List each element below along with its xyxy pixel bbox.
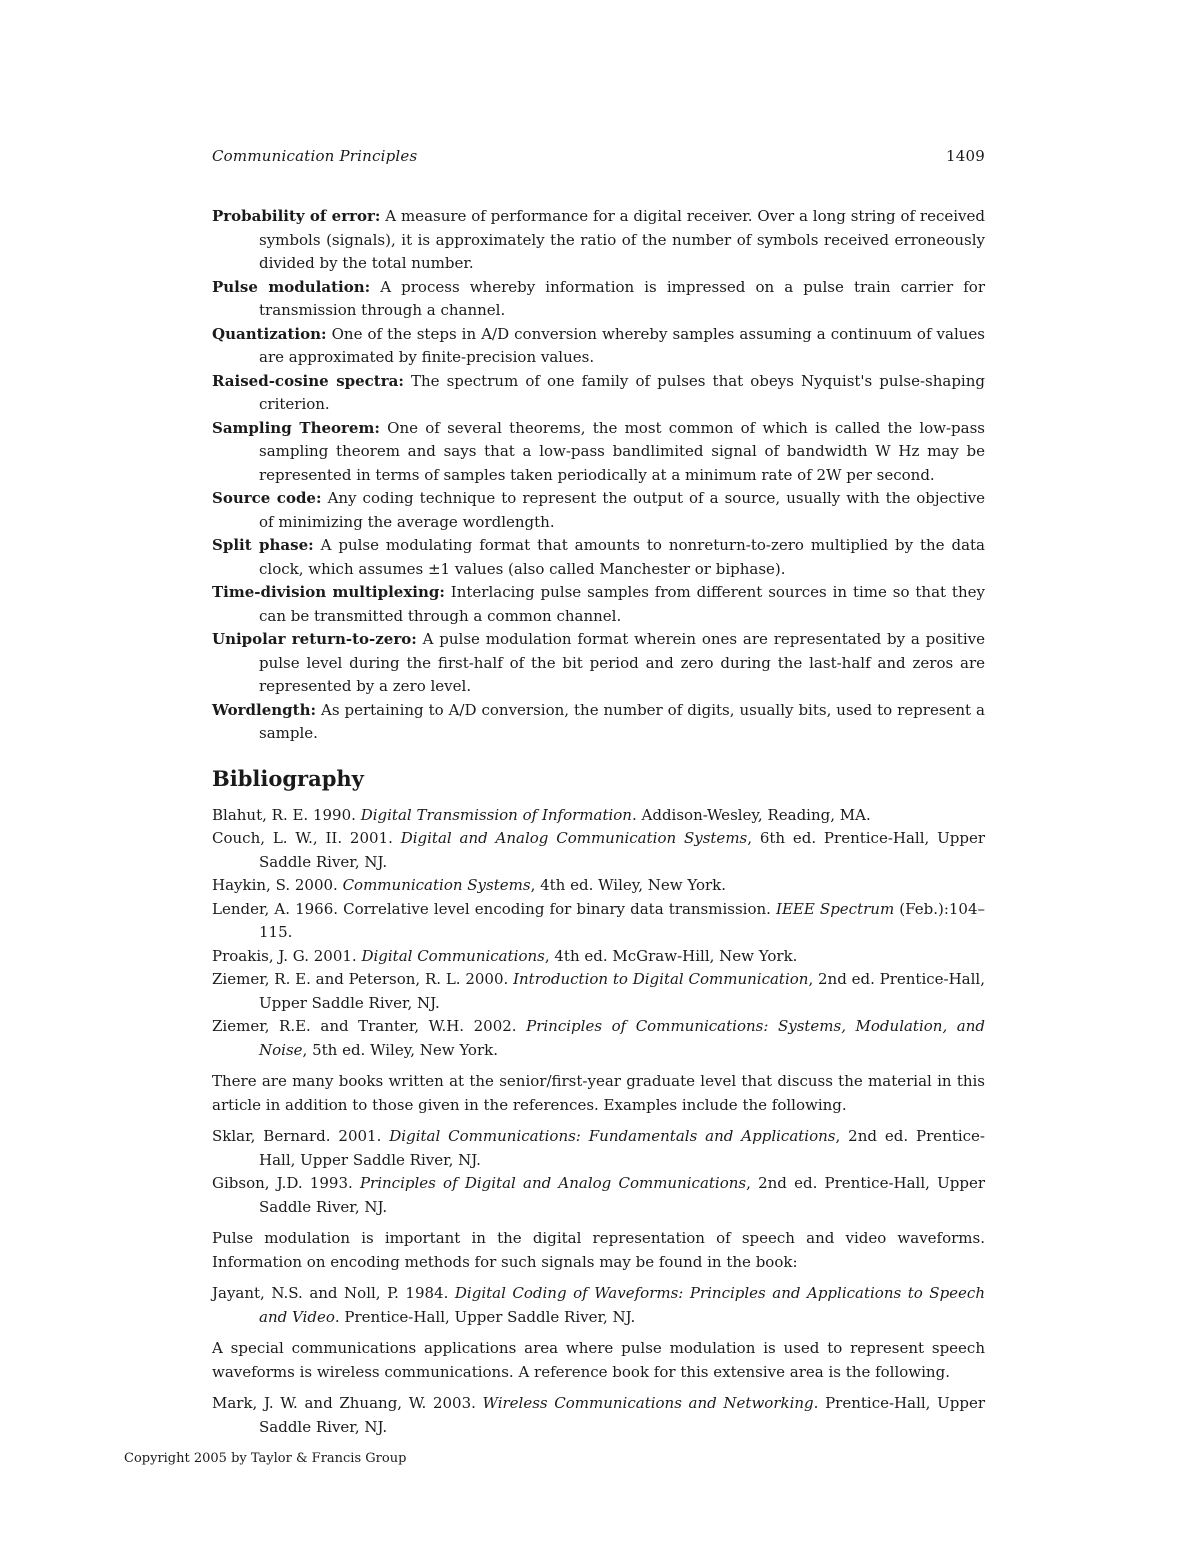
glossary-definition: As pertaining to A/D conversion, the number of digits, usually bits, used to represent a sample. bbox=[259, 700, 985, 742]
reference-publisher: , 4th ed. McGraw-Hill, New York. bbox=[544, 946, 798, 965]
glossary-entry bbox=[212, 534, 985, 581]
bibliography-note: There are many books written at the senior/first-year graduate level that discuss the material in this article in addition to those given in the references. Examples include the following. bbox=[212, 1072, 985, 1114]
bibliography-note: A special communications applications area where pulse modulation is used to represent speech waveforms is wireless communications. A reference book for this extensive area is the following. bbox=[212, 1339, 985, 1381]
glossary-entry bbox=[212, 370, 985, 417]
reference-authors: Ziemer, R.E. and Tranter, W.H. 2002. bbox=[212, 1017, 527, 1035]
glossary-term: Pulse modulation: bbox=[212, 277, 371, 296]
glossary-entry bbox=[212, 276, 985, 323]
glossary-entry bbox=[212, 699, 985, 746]
reference-authors: Haykin, S. 2000. bbox=[212, 876, 343, 894]
reference-authors: Sklar, Bernard. 2001. bbox=[212, 1127, 390, 1145]
reference-item bbox=[212, 1282, 985, 1329]
glossary-list bbox=[212, 205, 985, 746]
page-number: 1409 bbox=[946, 147, 985, 165]
reference-authors: Gibson, J.D. 1993. bbox=[212, 1174, 360, 1192]
reference-publisher: . Addison-Wesley, Reading, MA. bbox=[631, 805, 871, 824]
reference-title: IEEE Spectrum bbox=[776, 899, 895, 918]
reference-publisher: , 2nd ed. Prentice-Hall, Upper Saddle River, NJ. bbox=[259, 1127, 985, 1169]
running-head bbox=[212, 147, 985, 171]
glossary-definition: Interlacing pulse samples from different sources in time so that they can be transmitted through a common channel. bbox=[259, 583, 985, 625]
glossary-entry bbox=[212, 417, 985, 488]
main-content bbox=[212, 205, 985, 1439]
glossary-term: Unipolar return-to-zero: bbox=[212, 630, 417, 648]
glossary-definition: Any coding technique to represent the output of a source, usually with the objective of minimizing the average wordlength. bbox=[259, 489, 985, 531]
reference-publisher: , 2nd ed. Prentice-Hall, Upper Saddle River, NJ. bbox=[259, 970, 985, 1012]
reference-list bbox=[212, 1282, 985, 1329]
reference-authors: Lender, A. 1966. Correlative level encoding for binary data transmission. bbox=[212, 899, 777, 918]
reference-title: Digital Transmission of Information bbox=[360, 805, 632, 824]
glossary-term: Quantization: bbox=[212, 324, 327, 343]
reference-authors: Mark, J. W. and Zhuang, W. 2003. bbox=[212, 1394, 483, 1412]
reference-item bbox=[212, 1392, 985, 1439]
reference-authors: Blahut, R. E. 1990. bbox=[212, 805, 361, 824]
glossary-term: Wordlength: bbox=[212, 700, 317, 719]
reference-item bbox=[212, 968, 985, 1015]
reference-list bbox=[212, 1392, 985, 1439]
glossary-term: Raised-cosine spectra: bbox=[212, 371, 404, 390]
reference-list bbox=[212, 804, 985, 1063]
reference-list bbox=[212, 1125, 985, 1219]
glossary-entry bbox=[212, 581, 985, 628]
reference-item bbox=[212, 1172, 985, 1219]
glossary-entry bbox=[212, 487, 985, 534]
reference-title: Digital Communications: Fundamentals and Applications bbox=[389, 1127, 836, 1145]
glossary-entry bbox=[212, 628, 985, 699]
reference-publisher: , 2nd ed. Prentice-Hall, Upper Saddle River, NJ. bbox=[259, 1174, 985, 1216]
reference-publisher: , 5th ed. Wiley, New York. bbox=[302, 1040, 498, 1059]
reference-item bbox=[212, 945, 985, 969]
glossary-definition: A pulse modulating format that amounts to nonreturn-to-zero multiplied by the data clock, which assumes ±1 values (also called Manchester or biphase). bbox=[259, 536, 985, 578]
glossary-definition: One of the steps in A/D conversion whereby samples assuming a continuum of values are approximated by finite-precision values. bbox=[259, 324, 985, 366]
reference-publisher: . Prentice-Hall, Upper Saddle River, NJ. bbox=[259, 1394, 985, 1436]
reference-authors: Couch, L. W., II. 2001. bbox=[212, 829, 401, 847]
glossary-term: Sampling Theorem: bbox=[212, 418, 380, 437]
glossary-definition: A pulse modulation format wherein ones are representated by a positive pulse level during the first-half of the bit period and zero during the last-half and zeros are represented by a zero level. bbox=[259, 630, 985, 695]
reference-item bbox=[212, 804, 985, 828]
glossary-entry bbox=[212, 323, 985, 370]
reference-item bbox=[212, 1015, 985, 1062]
reference-title: Digital and Analog Communication Systems bbox=[400, 829, 748, 847]
glossary-definition: The spectrum of one family of pulses that obeys Nyquist's pulse-shaping criterion. bbox=[259, 371, 985, 413]
reference-publisher: (Feb.):104–115. bbox=[259, 899, 985, 941]
reference-title: Principles of Digital and Analog Communications bbox=[359, 1174, 747, 1192]
reference-authors: Proakis, J. G. 2001. bbox=[212, 946, 362, 965]
reference-item bbox=[212, 1125, 985, 1172]
glossary-term: Source code: bbox=[212, 489, 322, 507]
running-title: Communication Principles bbox=[212, 147, 418, 165]
reference-title: Wireless Communications and Networking bbox=[482, 1394, 814, 1412]
reference-item bbox=[212, 827, 985, 874]
bibliography-note: Pulse modulation is important in the digital representation of speech and video waveforms. Information on encoding methods for such signals may be found in the book: bbox=[212, 1229, 985, 1271]
reference-authors: Jayant, N.S. and Noll, P. 1984. bbox=[212, 1284, 455, 1302]
reference-item bbox=[212, 898, 985, 945]
reference-authors: Ziemer, R. E. and Peterson, R. L. 2000. bbox=[212, 970, 514, 988]
glossary-definition: One of several theorems, the most common of which is called the low-pass sampling theorem and says that a low-pass bandlimited signal of bandwidth W Hz may be represented in terms of samples taken periodically at a minimum rate of 2W per second. bbox=[259, 418, 985, 484]
reference-title: Principles of Communications: Systems, Modulation, and Noise bbox=[259, 1017, 985, 1059]
glossary-entry bbox=[212, 205, 985, 276]
reference-title: Communication Systems bbox=[342, 876, 531, 894]
glossary-definition: A process whereby information is impressed on a pulse train carrier for transmission through a channel. bbox=[259, 277, 985, 319]
reference-item bbox=[212, 874, 985, 898]
glossary-definition: A measure of performance for a digital receiver. Over a long string of received symbols (signals), it is approximately the ratio of the number of symbols received erroneously divided by the total number. bbox=[259, 207, 985, 272]
glossary-term: Time-division multiplexing: bbox=[212, 583, 445, 601]
glossary-term: Split phase: bbox=[212, 536, 314, 554]
reference-publisher: . Prentice-Hall, Upper Saddle River, NJ. bbox=[334, 1307, 636, 1326]
reference-publisher: , 4th ed. Wiley, New York. bbox=[530, 876, 727, 894]
copyright-footer: Copyright 2005 by Taylor & Francis Group bbox=[124, 1451, 407, 1466]
bibliography-heading: Bibliography bbox=[212, 765, 364, 791]
reference-title: Digital Communications bbox=[361, 946, 545, 965]
reference-title: Digital Coding of Waveforms: Principles and Applications to Speech and Video bbox=[259, 1284, 985, 1326]
reference-title: Introduction to Digital Communication bbox=[513, 970, 809, 988]
glossary-term: Probability of error: bbox=[212, 207, 381, 225]
reference-publisher: , 6th ed. Prentice-Hall, Upper Saddle River, NJ. bbox=[259, 829, 985, 871]
